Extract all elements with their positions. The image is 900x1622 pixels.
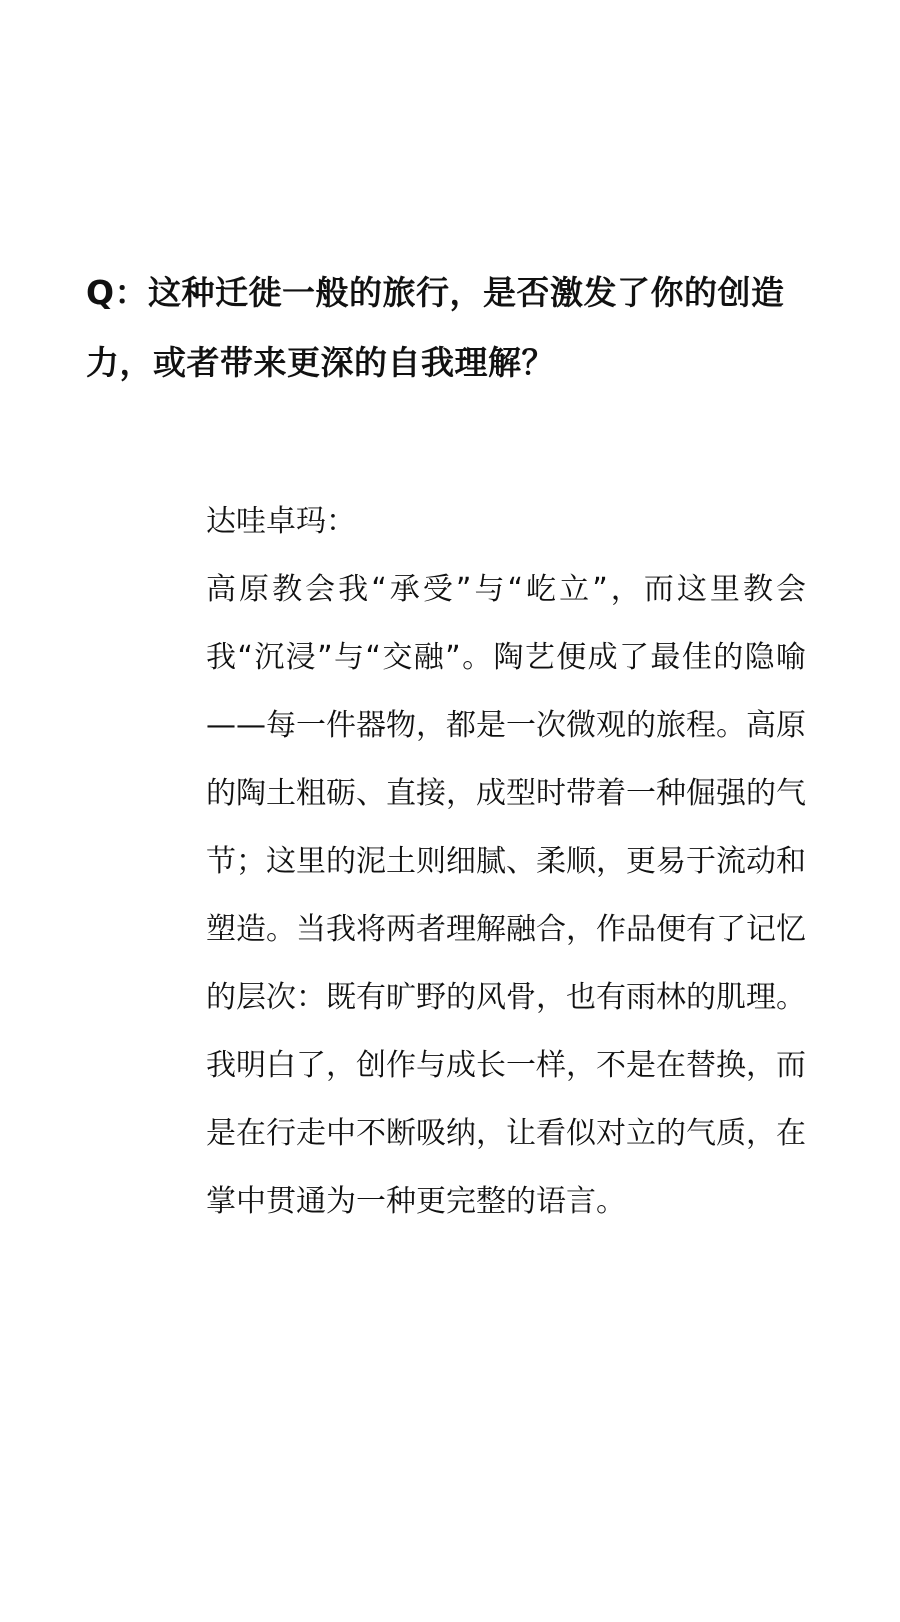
answer-block (206, 488, 806, 1236)
question-heading: Q：这种迁徙一般的旅行，是否激发了你的创造力，或者带来更深的自我理解？ (86, 273, 785, 382)
speaker-name: 达哇卓玛： (206, 504, 356, 539)
answer-text: 高原教会我“承受”与“屹立”，而这里教会我“沉浸”与“交融”。陶艺便成了最佳的隐喻——每一件器物，都是一次微观的旅程。高原的陶土粗砺、直接，成型时带着一种倔强的气节；这里的泥土则细腻、柔顺，更易于流动和塑造。当我将两者理解融合，作品便有了记忆的层次：既有旷野的风骨，也有雨林的肌理。我明白了，创作与成长一样，不是在替换，而是在行走中不断吸纳，让看似对立的气质，在掌中贯通为一种更完整的语言。 (206, 572, 806, 1219)
